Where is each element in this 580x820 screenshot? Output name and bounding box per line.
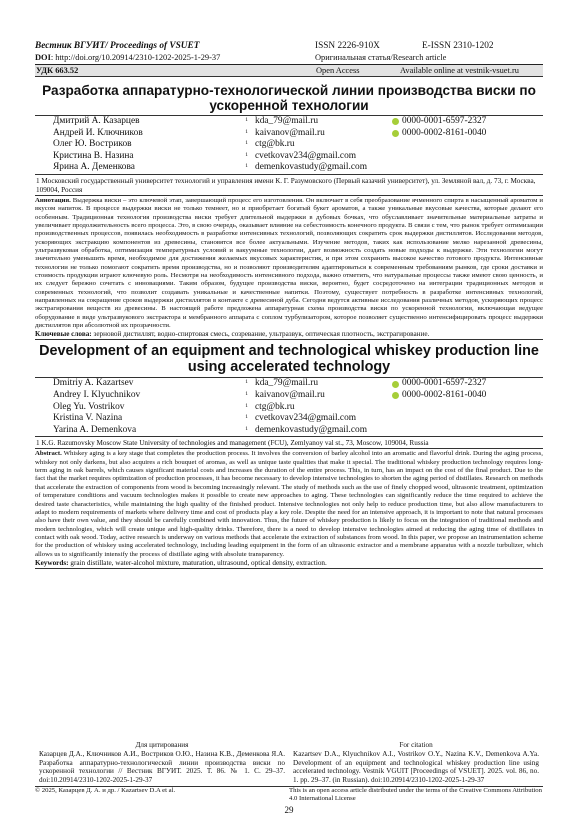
author-name: Кристина В. Назина xyxy=(53,150,134,161)
author-name: Dmitriy A. Kazartsev xyxy=(53,378,134,389)
author-name: Олег Ю. Востриков xyxy=(53,139,132,150)
author-sup: 1 xyxy=(245,117,248,123)
doi-link[interactable]: : http://doi.org/10.20914/2310-1202-2025-1-29-37 xyxy=(50,53,221,62)
journal-name: Вестник ВГУИТ/ Proceedings of VSUET xyxy=(35,41,200,51)
author-email[interactable]: cvetkovav234@gmail.com xyxy=(255,413,357,424)
author-row xyxy=(35,425,543,437)
author-sup: 1 xyxy=(245,379,248,386)
authors-ru xyxy=(35,116,543,174)
orcid-icon xyxy=(392,392,399,399)
author-email[interactable]: ctg@bk.ru xyxy=(255,139,295,150)
authors-en-divider xyxy=(35,436,543,437)
doi-label: DOI xyxy=(35,53,51,62)
article-page xyxy=(35,40,543,569)
author-email[interactable]: demenkovastudy@gmail.com xyxy=(255,162,367,173)
udk: УДК 663.52 xyxy=(36,66,79,75)
keywords-label: Ключевые слова: xyxy=(35,330,92,339)
author-sup: 1 xyxy=(245,128,248,135)
affiliation-ru-divider xyxy=(35,195,543,196)
license[interactable]: This is an open access article distributed under the terms of the Creative Commons Attribution 4.0 International License xyxy=(289,787,542,802)
citation-ru: Казарцев Д.А., Ключников А.И., Востриков О.Ю., Назина К.В., Деменкова Я.А. Разработка аппаратурно-технологической линии производства виски по ускоренной технологии // Вестник ВГУИТ. 2025. Т. 86. № 1. С. 29–37. doi:10.20914/2310-1202-2025-1-29-37 xyxy=(39,749,285,785)
authors-ru-divider xyxy=(35,174,543,175)
author-row xyxy=(35,139,543,151)
keywords-ru xyxy=(35,330,543,339)
author-email[interactable]: cvetkovav234@gmail.com xyxy=(255,150,357,161)
copyright: © 2025, Казарцев Д. А. и др. / Kazartsev D.A et al. xyxy=(35,787,176,794)
author-sup: 1 xyxy=(245,414,248,421)
issn: ISSN 2226-910X xyxy=(315,41,380,51)
author-email[interactable]: kda_79@mail.ru xyxy=(255,116,319,126)
author-name: Andrey I. Klyuchnikov xyxy=(53,390,141,401)
keywords-text: зерновой дистиллят, водно-спиртовая смесь, созревание, ультразвук, оптическая плотность, экстрагирование. xyxy=(91,330,430,339)
udk-band xyxy=(35,65,543,76)
author-name: Ярина А. Деменкова xyxy=(53,162,135,173)
author-row xyxy=(35,128,543,140)
abstract-label: Аннотация. xyxy=(35,196,71,204)
keywords-text: grain distillate, water-alcohol mixture, maturation, ultrasound, optical density, extraction. xyxy=(68,558,327,567)
available-online: Available online at vestnik-vsuet.ru xyxy=(400,66,519,75)
orcid-icon xyxy=(392,130,399,137)
citation-texts xyxy=(35,750,543,785)
author-sup: 1 xyxy=(245,402,248,409)
abstract-text: Whiskey aging is a key stage that completes the production process. It involves the conversion of barley alcohol into an aromatic and flavorful drink. During the aging process, whiskey not only darkens, but also acquires a rich bouquet of aromas, as well as unique taste qualities that make it special. The traditional whiskey production technology requires long-term aging in oak barrels, which causes significant material costs and increases the duration of the entire process. This, in turn, has an impact on the cost of the final product. Due to the fact that the market requires optimization of production processes, it has become necessary to develop intensive technologies to shorten the aging period of distillates. Research on methods that accelerate the extraction of components from wood is becoming increasingly relevant. The study of methods such as the use of finely chopped wood, ultrasonic treatment, optimization of temperature conditions and vacuum technologies makes it possible to create new approaches to aging. These technologies can significantly reduce the time required to achieve the desired taste characteristics, while maintaining the high quality of the finished product. Intensive technologies not only help to reduce production time, but also allow manufacturers to adapt to modern requirements of markets where delivery time and cost of products play a key role. Despite the need for an intensive approach, it is important to note that natural processes also have their own value, and they should be carefully combined with innovation. Thus, the future of whiskey production is likely to focus on the integration of traditional methods and modern technologies, which will create unique and high-quality drinks. Therefore, there is a need to develop intensive technologies aimed at reducing the aging time of distillates in contact with oak wood. Today, active research is underway on various methods that accelerate the extraction of substances from wood. In this paper, we propose an instrumentation scheme for the production of whiskey using accelerated technology, including leading equipment in the form of an ultrasonic extractor and a membrane apparatus with a nozzle turbulizer, which allows us to significantly intensify the process of distillate aging with absolute transparency. xyxy=(35,450,543,558)
abstract-label: Abstract. xyxy=(35,450,62,458)
author-sup: 1 xyxy=(245,391,248,398)
author-orcid[interactable]: 0000-0001-6597-2327 xyxy=(402,378,487,389)
title-en: Development of an equipment and technological whiskey production line using accelerated technology xyxy=(39,343,539,376)
author-row xyxy=(35,390,543,402)
keywords-en xyxy=(35,559,543,568)
open-access: Open Access xyxy=(316,66,360,75)
author-row xyxy=(35,402,543,414)
page-footer xyxy=(35,786,543,815)
author-orcid[interactable]: 0000-0002-8161-0040 xyxy=(402,390,487,401)
author-name: Kristina V. Nazina xyxy=(53,413,123,424)
author-email[interactable]: kaivanov@mail.ru xyxy=(255,390,325,401)
abstract-ru xyxy=(35,197,543,331)
abstract-en xyxy=(35,450,543,558)
author-orcid[interactable]: 0000-0001-6597-2327 xyxy=(402,116,487,126)
author-name: Yarina A. Demenkova xyxy=(53,424,137,435)
affiliation-en: 1 K.G. Razumovsky Moscow State University of technologies and management (FCU), Zemlyanoy val st., 73, Moscow, 109004, Russia xyxy=(36,439,429,448)
authors-en xyxy=(35,378,543,436)
author-orcid[interactable]: 0000-0002-8161-0040 xyxy=(402,127,487,138)
author-name: Андрей И. Ключников xyxy=(53,127,143,138)
abstract-text: Выдержка виски – это ключевой этап, завершающий процесс его изготовления. Он включает в себя преобразование ячменного спирта в насыщенный ароматом и вкусом напиток. В процессе выдержки виски не только темнеет, но и приобретает богатый букет ароматов, а также уникальные вкусовые качества, которые делают его особенным. Традиционная технология производства виски требует длительной выдержки в дубовых бочках, что обуславливает значительные материальные затраты и увеличивает продолжительность всего процесса. Это, в свою очередь, оказывает влияние на себестоимость конечного продукта. В связи с тем, что рынок требует оптимизации производственных процессов, появилась необходимость в разработке интенсивных технологий, позволяющих сократить срок выдержки дистиллятов. Исследования методов, ускоряющих экстракцию компонентов из древесины, становятся все более актуальными. Изучение методов, таких как использование мелко нарезанной древесины, ультразвуковая обработка, оптимизация температурных условий и вакуумные технологии, дает возможность создать новые подходы к выдержке. Эти технологии могут значительно уменьшить время, необходимое для достижения желаемых вкусовых характеристик, и при этом сохранить высокое качество готового продукта. Интенсивные технологии не только помогают сократить время производства, но и позволяют производителям адаптироваться к современным требованиям рынков, где сроки доставки и стоимость продукции играют ключевую роль. Несмотря на необходимость интенсивного подхода, важно отметить, что натуральные процессы также имеют свою ценность, и их следует бережно сочетать с инновациями. Таким образом, будущее производства виски, вероятно, будет сосредоточено на интеграции традиционных методов и современных технологий, что позволит создавать уникальные и качественные напитки. Поэтому, существует потребность в разработке интенсивных технологий, направленных на сокращение сроков выдержки дистиллятов в контакте с древесиной дуба. Сегодня ведутся активные исследования различных методов, ускоряющих процесс экстрагирования веществ из древесины. В настоящей работе предложена аппаратурная схема производства виски по ускоренной технологии, включающая ведущее оборудование в виде ультразвукового экстрактора и мембранного аппарата с соплом турбулизатором, которое позволяет существенно интенсифицировать процесс выдержки дистиллятов при абсолютной их прозрачности. xyxy=(35,196,543,330)
affiliation-en-divider xyxy=(35,448,543,449)
author-name: Oleg Yu. Vostrikov xyxy=(53,401,125,412)
band-divider xyxy=(35,76,543,77)
title-ru: Разработка аппаратурно-технологической линии производства виски по ускоренной технологии xyxy=(42,83,536,113)
citation-ru-caption: Для цитирования xyxy=(135,741,189,749)
author-name: Дмитрий А. Казарцев xyxy=(53,116,140,126)
affiliation-ru: 1 Московский государственный университет технологий и управления имени К. Г. Разумовского (Первый казачий университет), ул. Земляной вал, д. 73, г. Москва, 109004, Россия xyxy=(36,176,536,194)
author-email[interactable]: kda_79@mail.ru xyxy=(255,378,319,389)
citation-block xyxy=(35,741,543,785)
author-row xyxy=(35,413,543,425)
page-number: 29 xyxy=(284,805,294,815)
author-email[interactable]: kaivanov@mail.ru xyxy=(255,127,325,138)
orcid-icon xyxy=(392,118,399,125)
footer-row xyxy=(35,787,543,803)
keywords-label: Keywords: xyxy=(35,558,69,567)
author-sup: 1 xyxy=(245,163,248,170)
author-row xyxy=(35,378,543,390)
author-row xyxy=(35,162,543,174)
author-row xyxy=(35,151,543,163)
ru-section-divider xyxy=(35,339,543,340)
author-row xyxy=(35,116,543,128)
author-sup: 1 xyxy=(245,425,248,432)
author-sup: 1 xyxy=(245,151,248,158)
eissn: E-ISSN 2310-1202 xyxy=(422,41,494,51)
author-email[interactable]: demenkovastudy@gmail.com xyxy=(255,424,367,435)
article-type: Оригинальная статья/Research article xyxy=(315,53,447,62)
citation-en-caption: For citation xyxy=(399,741,433,749)
journal-header xyxy=(35,40,543,52)
en-section-divider xyxy=(35,568,543,569)
citation-captions xyxy=(35,741,543,750)
citation-en: Kazartsev D.A., Klyuchnikov A.I., Vostrikov O.Y., Nazina K.V., Demenkova A.Ya. Development of an equipment and technological whiskey production line using accelerated technology. Vestnik VGUIT [Proceedings of VSUET]. 2025. vol. 86, no. 1. pp. 29–37. (in Russian). doi:10.20914/2310-1202-2025-1-29-37 xyxy=(293,749,539,785)
author-sup: 1 xyxy=(245,140,248,147)
author-email[interactable]: ctg@bk.ru xyxy=(255,401,295,412)
doi-row xyxy=(35,52,543,63)
orcid-icon xyxy=(392,381,399,388)
